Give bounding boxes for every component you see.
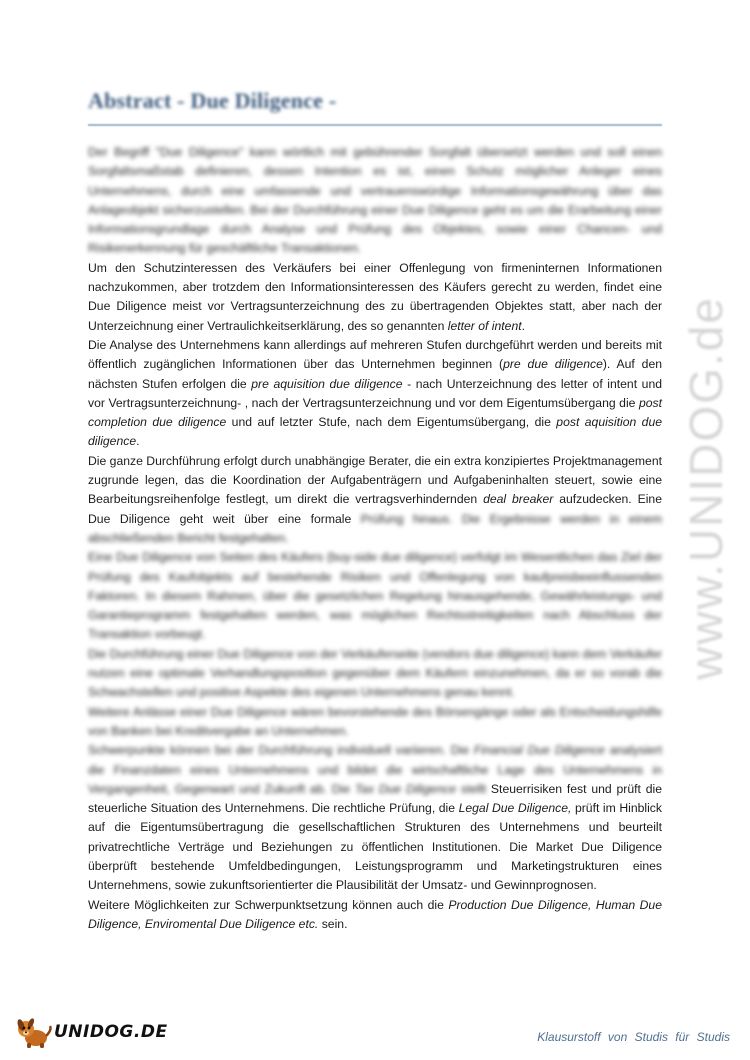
text-segment: prüft im Hinblick auf die Eigentumsübertragung die gesellschaftlichen Strukturen des Unternehmens und beurteilt privatrechtliche Verträge und Beziehungen zu öffentlichen Institutionen. Die Market Due Diligence überprüft bestehende Umfeldbedingungen, Leistungsprogramm und Marketingstrukturen eines Unternehmens, sowie zukunftsorientierter die Plausibilität der Umsatz- und Gewinnprognosen. — [88, 801, 662, 893]
paragraph — [88, 259, 662, 336]
text-segment: Die Analyse des Unternehmens kann allerdings auf mehreren Stufen durchgeführt werden und bereits mit öffentlich zugänglichen Informationen über das Unternehmen beginnen ( — [88, 337, 662, 372]
text-segment: stellt — [456, 781, 487, 796]
text-segment: . — [521, 318, 526, 333]
italic-term: Legal Due Diligence, — [458, 801, 572, 816]
logo-text: UNIDOG.DE — [54, 1022, 168, 1042]
text-segment: Die ganze Durchführung erfolgt durch unabhängige Berater, die ein extra konzipiertes Projektmanagement zugrunde legen, das die Koordination der Aufgabenträgern und Aufgabeninhalten steuert, sowie eine Bearbeitungsreihenfolge festlegt, um direkt die vertragsverhindernden — [88, 453, 662, 507]
italic-term: post completion due diligence — [88, 395, 662, 430]
italic-term: Financial Due Diligence — [473, 743, 605, 758]
text-segment: Um den Schutzinteressen des Verkäufers bei einer Offenlegung von firmeninternen Informationen nachzukommen, aber trotzdem den Informationsinteressen des Käufers gerecht zu werden, findet eine Due Diligence meist vor Vertragsunterzeichnung des zu übertragenden Objektes statt, aber nach der Unterzeichnung einer Vertraulichkeitserklärung, des so genannten — [88, 260, 662, 333]
text-segment: - nach Unterzeichnung des letter of intent und vor Vertragsunterzeichnung- , nach der Vertragsunterzeichnung und vor dem Eigentumsübergang die — [88, 376, 662, 410]
italic-term: letter of intent — [447, 318, 522, 333]
title-underline — [88, 124, 662, 126]
paragraph — [88, 645, 662, 703]
text-segment: ). Auf den nächsten Stufen erfolgen die — [88, 357, 663, 391]
text-segment: . — [136, 434, 140, 449]
footer-tagline: Klausurstoff von Studis für Studis — [537, 1030, 730, 1044]
text-segment: Weitere Möglichkeiten zur Schwerpunktsetzung können auch die — [88, 897, 449, 912]
text-segment: Prüfung hinaus. Die Ergebnisse werden in einem abschließenden Bericht festgehalten. — [88, 511, 662, 545]
page-title: Abstract - Due Diligence - — [88, 88, 337, 113]
paragraph — [88, 336, 662, 452]
text-segment: Eine Due Diligence von Seiten des Käufers (buy-side due diligence) verfolgt im Wesentlichen das Ziel der Prüfung des Kaufobjekts auf bestehende Risiken und Offenlegung von kaufpreisbeeinflussenden Faktoren. In diesem Rahmen, über die gesetzlichen Regelung hinausgehende, Gewährleistungs- und Garantieprogramm festgehalten werden, was möglichen Rechtsstreitigkeiten nach Abschluss der Transaktion vorbeugt. — [88, 550, 662, 642]
text-segment: aufzudecken. Eine Due Diligence geht weit über eine formale — [88, 492, 662, 526]
paragraph — [88, 896, 662, 935]
paragraph — [88, 741, 662, 895]
text-segment: sein. — [318, 916, 348, 931]
text-segment: Die Durchführung einer Due Diligence von der Verkäuferseite (vendors due diligence) kann dem Verkäufer nutzen eine optimale Verhandlungsposition gegenüber dem Käufern einzunehmen, da er so vorab die Schwachstellen und positive Aspekte des eigenen Unternehmens genau kennt. — [88, 646, 662, 700]
text-segment: analysiert die Finanzdaten eines Unternehmens und bildet die wirtschaftliche Lage des Unternehmens in Vergangenheit, Gegenwart und Zukunft ab. Die — [88, 743, 662, 796]
italic-term: pre aquisition due diligence — [251, 376, 403, 391]
italic-term: post aquisition due diligence — [88, 415, 663, 449]
text-segment: Steuerrisiken fest und prüft die steuerliche Situation des Unternehmens. Die rechtliche Prüfung, die — [88, 781, 663, 816]
document-body — [88, 143, 662, 934]
italic-term: deal breaker — [483, 492, 554, 507]
text-segment: Schwerpunkte können bei der Durchführung individuell variieren. Die — [88, 743, 474, 758]
dog-mascot-icon — [14, 1016, 54, 1050]
text-segment: Weitere Anlässe einer Due Diligence wären bevorstehende des Börsengänge oder als Entscheidungshilfe von Banken bei Kreditvergabe an Unternehmen. — [88, 704, 662, 738]
paragraph — [88, 143, 662, 259]
paragraph — [88, 548, 662, 644]
paragraph — [88, 703, 662, 742]
footer-logo — [14, 1016, 184, 1050]
italic-term: Production Due Diligence, Human Due Diligence, Enviromental Due Diligence etc. — [88, 897, 662, 931]
italic-term: pre due diligence — [503, 357, 603, 372]
watermark: www.UNIDOG.de — [680, 296, 732, 680]
text-segment: Der Begriff "Due Diligence" kann wörtlich mit gebührender Sorgfalt übersetzt werden und soll einen Sorgfaltsmaßstab definieren, dessen Intention es ist, einen Schutz möglicher Anleger eines Unternehmens, durch eine umfassende und vertrauenswürdige Informationsgewährung über das Anlageobjekt sicherzustellen. Bei der Durchführung einer Due Diligence geht es um die Erarbeitung einer Informationsgrundlage durch Analyse und Prüfung des Objektes, sowie einer Chancen- und Risikenerkennung für geschäftliche Transaktionen. — [88, 145, 662, 256]
italic-term: Tax Due Diligence — [354, 781, 457, 796]
paragraph — [88, 452, 662, 548]
text-segment: und auf letzter Stufe, nach dem Eigentumsübergang, die — [226, 415, 557, 430]
